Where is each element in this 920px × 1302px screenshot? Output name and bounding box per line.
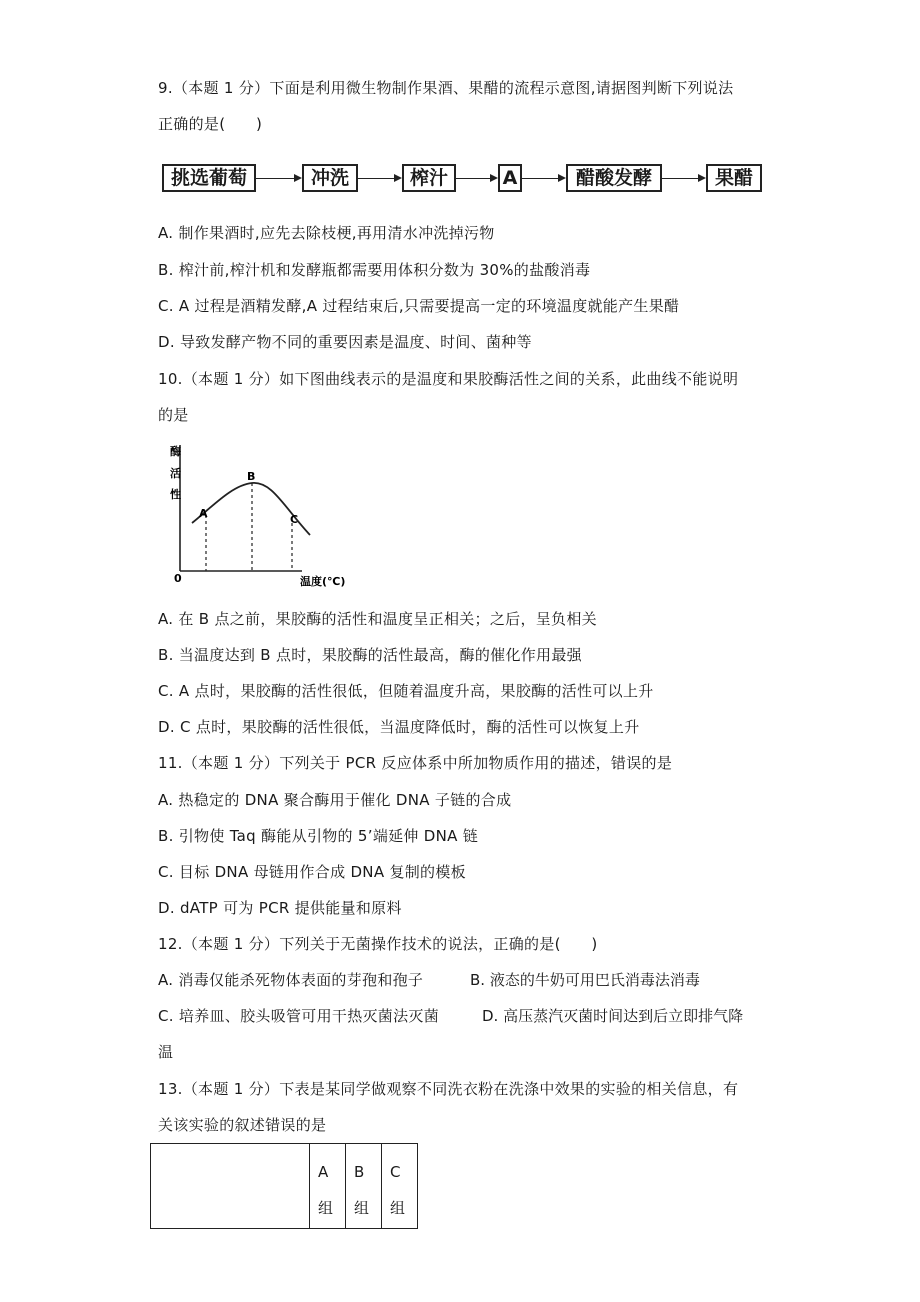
table-corner-cell [151, 1144, 310, 1229]
header-b-letter: B [354, 1163, 365, 1181]
flow-arrow [522, 178, 564, 179]
q9-stem-line1: 9.（本题 1 分）下面是利用微生物制作果酒、果醋的流程示意图,请据图判断下列说法 [158, 79, 734, 97]
q10-stem-line1: 10.（本题 1 分）如下图曲线表示的是温度和果胶酶活性之间的关系，此曲线不能说明 [158, 370, 739, 388]
table-header-b [346, 1144, 382, 1229]
flow-arrow [358, 178, 400, 179]
y-axis-label-2: 活 [170, 467, 181, 480]
x-axis-label: 温度(℃) [300, 575, 346, 588]
activity-curve [192, 483, 310, 535]
q9-option-b: B. 榨汁前,榨汁机和发酵瓶都需要用体积分数为 30%的盐酸消毒 [158, 261, 591, 279]
point-a-label: A [199, 507, 208, 520]
y-axis-label-3: 性 [170, 488, 181, 501]
origin-label: 0 [174, 572, 182, 585]
q9-flow-diagram [158, 162, 763, 198]
flow-step-6: 果醋 [706, 164, 762, 192]
table-row [151, 1144, 418, 1229]
q12-option-d-cont: 温 [158, 1043, 174, 1061]
header-c-letter: C [390, 1163, 401, 1181]
q10-stem-line2: 的是 [158, 406, 189, 424]
enzyme-activity-graph [160, 445, 365, 590]
y-axis-label-1: 酶 [170, 445, 181, 458]
header-c-suffix: 组 [390, 1199, 406, 1217]
q10-option-d: D. C 点时，果胶酶的活性很低，当温度降低时，酶的活性可以恢复上升 [158, 718, 640, 736]
flow-arrow [256, 178, 300, 179]
q12-option-d: D. 高压蒸汽灭菌时间达到后立即排气降 [482, 1007, 744, 1025]
table-header-a [310, 1144, 346, 1229]
q13-stem-line1: 13.（本题 1 分）下表是某同学做观察不同洗衣粉在洗涤中效果的实验的相关信息，有 [158, 1080, 739, 1098]
header-a-suffix: 组 [318, 1199, 334, 1217]
q9-option-a: A. 制作果酒时,应先去除枝梗,再用清水冲洗掉污物 [158, 224, 495, 242]
q9-option-c: C. A 过程是酒精发酵,A 过程结束后,只需要提高一定的环境温度就能产生果醋 [158, 297, 680, 315]
q13-table [150, 1143, 418, 1229]
q10-option-b: B. 当温度达到 B 点时，果胶酶的活性最高，酶的催化作用最强 [158, 646, 582, 664]
flow-step-2: 冲洗 [302, 164, 358, 192]
flow-step-3: 榨汁 [402, 164, 456, 192]
q12-option-c: C. 培养皿、胶头吸管可用干热灭菌法灭菌 [158, 1007, 440, 1025]
point-c-label: C [290, 513, 299, 526]
flow-step-1: 挑选葡萄 [162, 164, 256, 192]
point-b-label: B [247, 470, 256, 483]
q11-option-d: D. dATP 可为 PCR 提供能量和原料 [158, 899, 402, 917]
q11-option-c: C. 目标 DNA 母链用作合成 DNA 复制的模板 [158, 863, 466, 881]
q13-stem-line2: 关该实验的叙述错误的是 [158, 1116, 327, 1134]
flow-step-5: 醋酸发酵 [566, 164, 662, 192]
table-header-c [382, 1144, 418, 1229]
q10-option-c: C. A 点时，果胶酶的活性很低，但随着温度升高，果胶酶的活性可以上升 [158, 682, 654, 700]
q9-option-d: D. 导致发酵产物不同的重要因素是温度、时间、菌种等 [158, 333, 532, 351]
q9-stem-line2: 正确的是( ) [158, 115, 263, 133]
q11-option-b: B. 引物使 Taq 酶能从引物的 5’端延伸 DNA 链 [158, 827, 479, 845]
flow-arrow [456, 178, 496, 179]
q12-option-b: B. 液态的牛奶可用巴氏消毒法消毒 [470, 971, 700, 989]
header-a-letter: A [318, 1163, 329, 1181]
flow-step-4: A [498, 164, 522, 192]
header-b-suffix: 组 [354, 1199, 370, 1217]
q11-option-a: A. 热稳定的 DNA 聚合酶用于催化 DNA 子链的合成 [158, 791, 512, 809]
q10-option-a: A. 在 B 点之前，果胶酶的活性和温度呈正相关；之后，呈负相关 [158, 610, 597, 628]
q12-option-a: A. 消毒仅能杀死物体表面的芽孢和孢子 [158, 971, 424, 989]
q12-stem: 12.（本题 1 分）下列关于无菌操作技术的说法，正确的是( ) [158, 935, 598, 953]
flow-arrow [662, 178, 704, 179]
q11-stem: 11.（本题 1 分）下列关于 PCR 反应体系中所加物质作用的描述，错误的是 [158, 754, 673, 772]
